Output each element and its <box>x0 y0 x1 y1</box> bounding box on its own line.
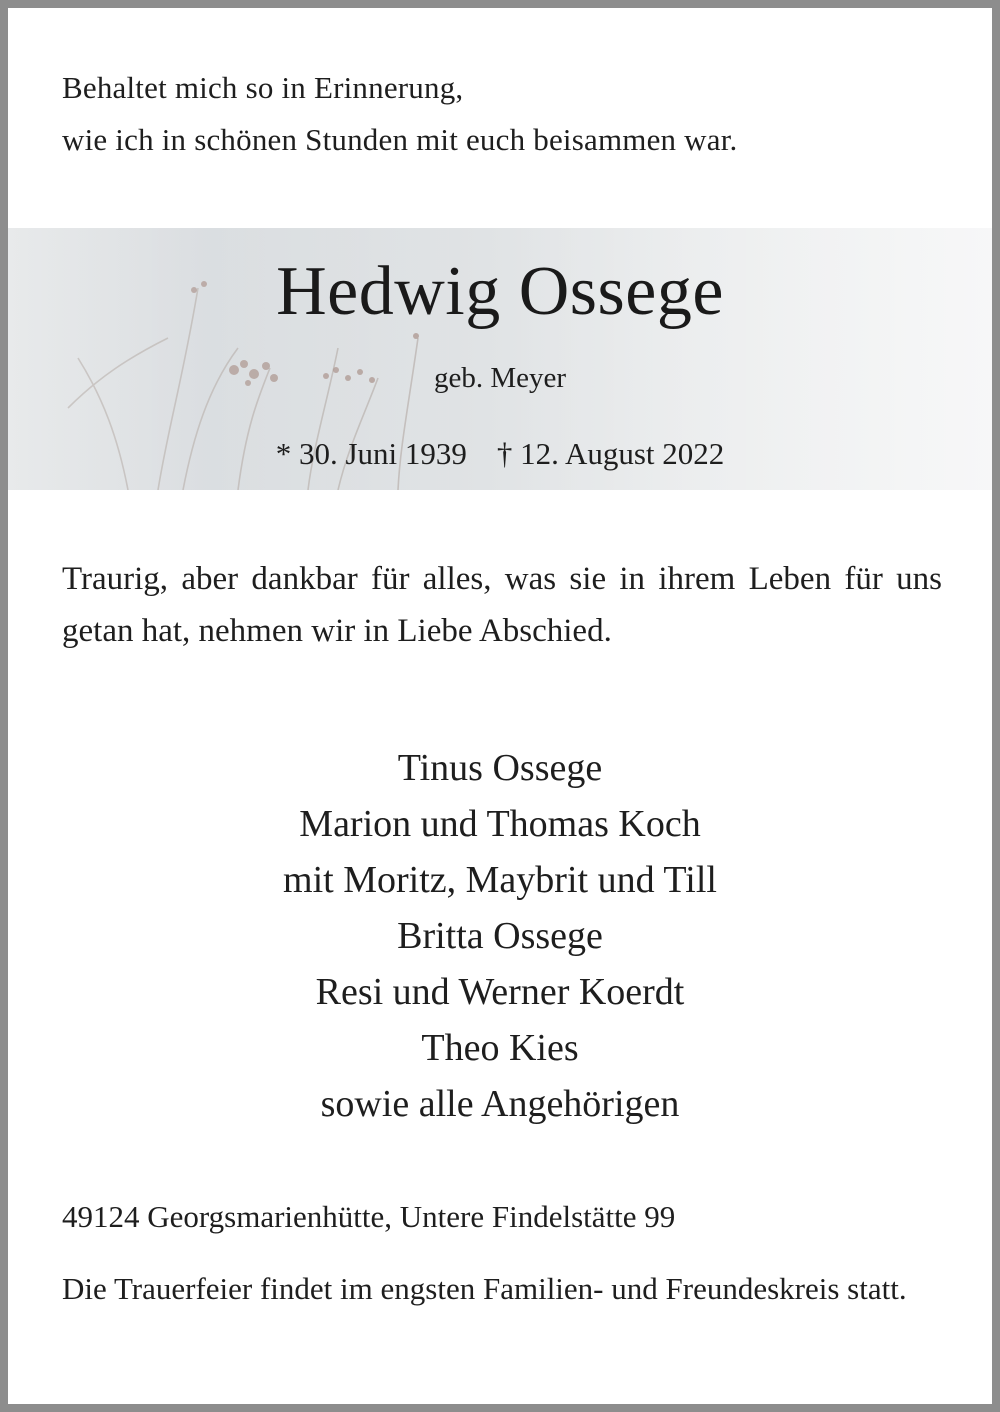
death-date: † 12. August 2022 <box>496 436 725 471</box>
deceased-name: Hedwig Ossege <box>276 253 724 330</box>
mourner-line: Marion und Thomas Koch <box>299 803 701 845</box>
name-banner <box>8 228 992 490</box>
memorial-quote <box>62 62 942 166</box>
mourner-line: Resi und Werner Koerdt <box>315 971 685 1013</box>
birth-date: * 30. Juni 1939 <box>275 436 467 471</box>
address: 49124 Georgsmarienhütte, Untere Findelstätte 99 <box>62 1199 676 1234</box>
mourner-line: Britta Ossege <box>397 915 603 957</box>
mourners-list <box>0 740 1000 1132</box>
grief-text: Traurig, aber dankbar für alles, was sie in ihrem Leben für uns getan hat, nehmen wir in Liebe Abschied. <box>62 561 942 649</box>
mourner-line: Tinus Ossege <box>397 747 603 789</box>
mourner-line: mit Moritz, Maybrit und Till <box>283 859 717 901</box>
life-dates <box>8 434 992 474</box>
mourner-line: Theo Kies <box>421 1027 579 1069</box>
ceremony-text: Die Trauerfeier findet im engsten Familien- und Freundeskreis statt. <box>62 1271 907 1306</box>
maiden-name: geb. Meyer <box>433 362 567 394</box>
mourner-line: sowie alle Angehörigen <box>320 1083 680 1125</box>
quote-line-1: Behaltet mich so in Erinnerung, <box>62 70 464 105</box>
quote-line-2: wie ich in schönen Stunden mit euch beisammen war. <box>62 122 738 157</box>
